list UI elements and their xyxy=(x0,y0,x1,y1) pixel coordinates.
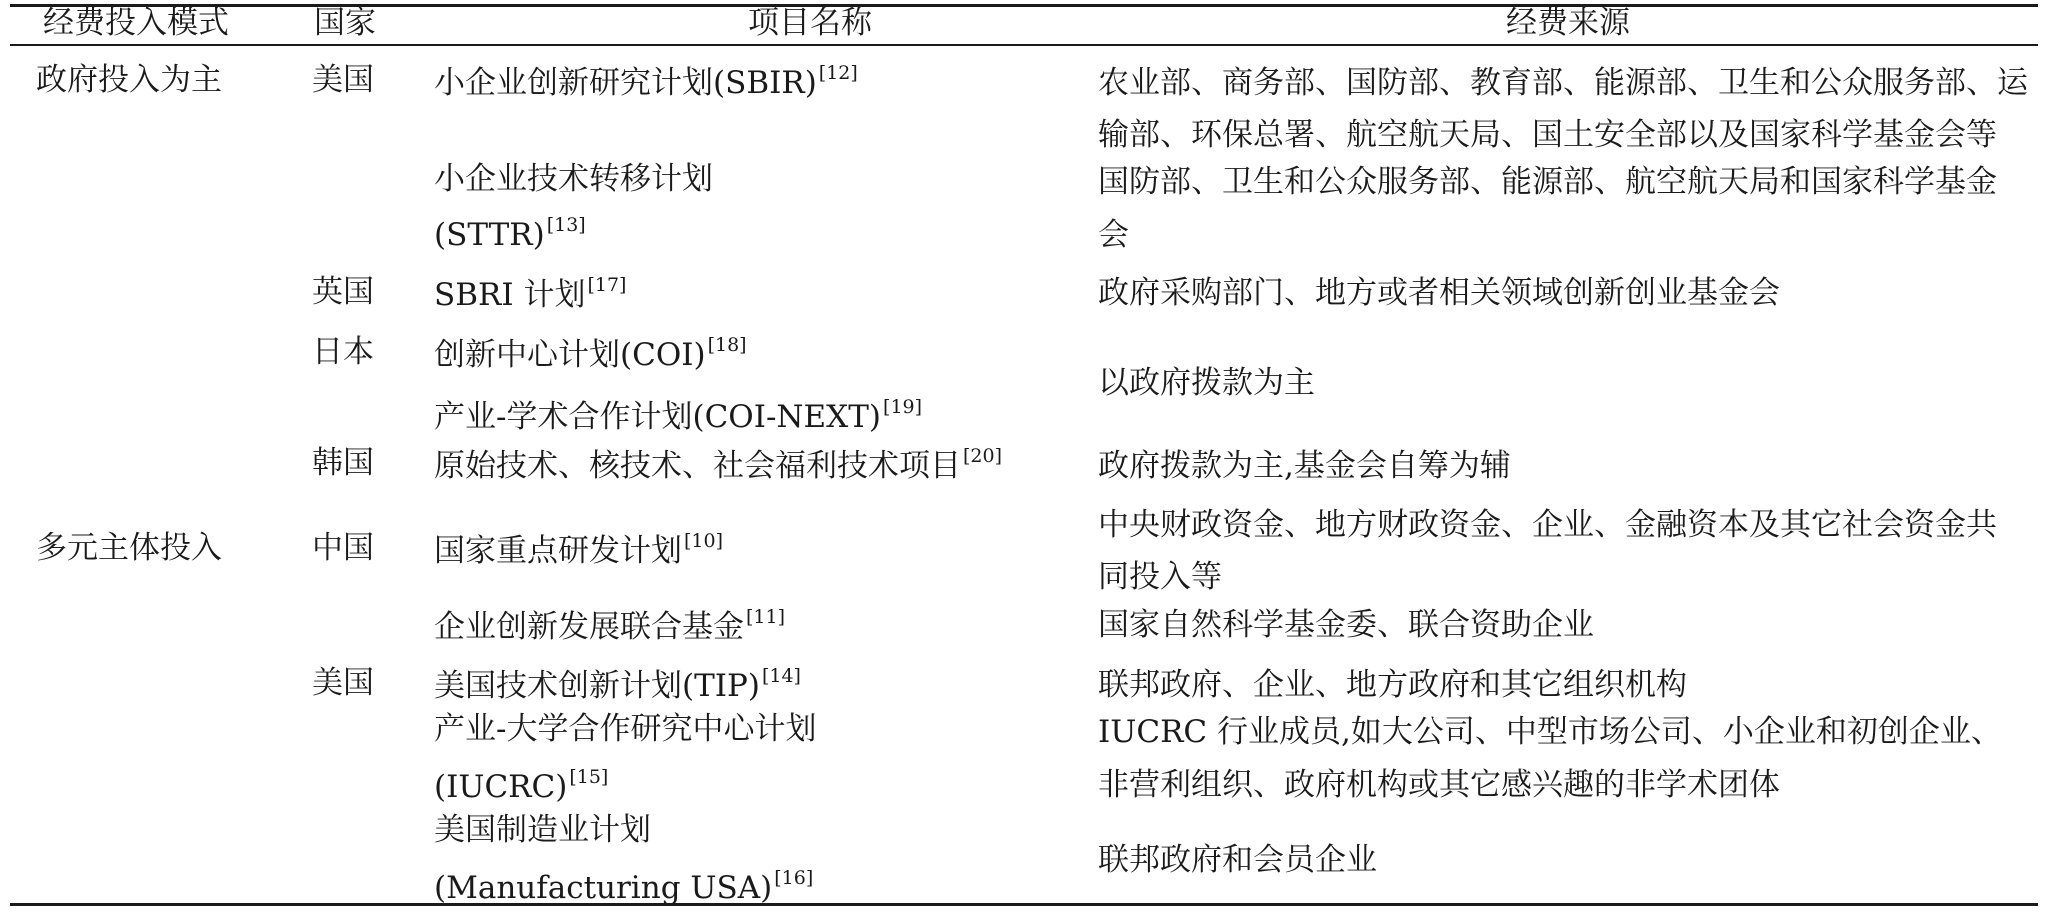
mode-multi: 多元主体投入 xyxy=(36,530,222,566)
project-tip: 美国技术创新计划(TIP) [14] xyxy=(434,665,801,704)
project-sttr: 小企业技术转移计划 xyxy=(434,161,713,197)
country-korea: 韩国 xyxy=(312,445,374,481)
country-japan: 日本 xyxy=(312,334,374,370)
project-national-key-rd: 国家重点研发计划 [10] xyxy=(434,530,724,569)
header-country: 国家 xyxy=(314,5,376,41)
source-sbri: 政府采购部门、地方或者相关领域创新创业基金会 xyxy=(1098,275,1780,311)
project-coi: 创新中心计划(COI) [18] xyxy=(434,334,747,373)
project-manufacturing-usa: 美国制造业计划 xyxy=(434,812,651,848)
project-enterprise-fund: 企业创新发展联合基金 [11] xyxy=(434,606,786,645)
source-iucrc: IUCRC 行业成员,如大公司、中型市场公司、小企业和初创企业、 xyxy=(1098,714,2002,750)
source-manufacturing-usa: 联邦政府和会员企业 xyxy=(1098,842,1377,878)
project-manufacturing-usa: (Manufacturing USA) [16] xyxy=(434,867,814,906)
source-sttr: 会 xyxy=(1098,217,1129,253)
source-iucrc: 非营利组织、政府机构或其它感兴趣的非学术团体 xyxy=(1098,767,1780,803)
project-sbri: SBRI 计划 [17] xyxy=(434,274,627,313)
source-tip: 联邦政府、企业、地方政府和其它组织机构 xyxy=(1098,667,1687,703)
source-sttr: 国防部、卫生和公众服务部、能源部、航空航天局和国家科学基金 xyxy=(1098,164,1997,200)
header-source: 经费来源 xyxy=(1506,5,1630,41)
project-sttr: (STTR) [13] xyxy=(434,214,586,253)
source-sbir: 农业部、商务部、国防部、教育部、能源部、卫生和公众服务部、运 xyxy=(1098,65,2028,101)
project-iucrc: 产业-大学合作研究中心计划 xyxy=(434,711,817,747)
source-japan: 以政府拨款为主 xyxy=(1098,365,1315,401)
source-national-key-rd: 同投入等 xyxy=(1098,559,1222,595)
header-mode: 经费投入模式 xyxy=(43,5,229,41)
header-rule xyxy=(10,44,2038,46)
mode-government: 政府投入为主 xyxy=(36,62,222,98)
source-korea: 政府拨款为主,基金会自筹为辅 xyxy=(1098,448,1511,484)
project-iucrc: (IUCRC) [15] xyxy=(434,766,609,805)
source-national-key-rd: 中央财政资金、地方财政资金、企业、金融资本及其它社会资金共 xyxy=(1098,507,1997,543)
source-enterprise-fund: 国家自然科学基金委、联合资助企业 xyxy=(1098,607,1594,643)
project-korea: 原始技术、核技术、社会福利技术项目 [20] xyxy=(434,445,1003,484)
country-uk: 英国 xyxy=(312,274,374,310)
country-usa: 美国 xyxy=(312,62,374,98)
source-sbir: 输部、环保总署、航空航天局、国土安全部以及国家科学基金会等 xyxy=(1098,117,1997,153)
country-china: 中国 xyxy=(312,530,374,566)
table-bottom-rule xyxy=(10,903,2038,906)
country-usa: 美国 xyxy=(312,665,374,701)
header-project: 项目名称 xyxy=(748,5,872,41)
project-coi-next: 产业-学术合作计划(COI-NEXT) [19] xyxy=(434,396,923,435)
project-sbir: 小企业创新研究计划(SBIR) [12] xyxy=(434,62,858,101)
